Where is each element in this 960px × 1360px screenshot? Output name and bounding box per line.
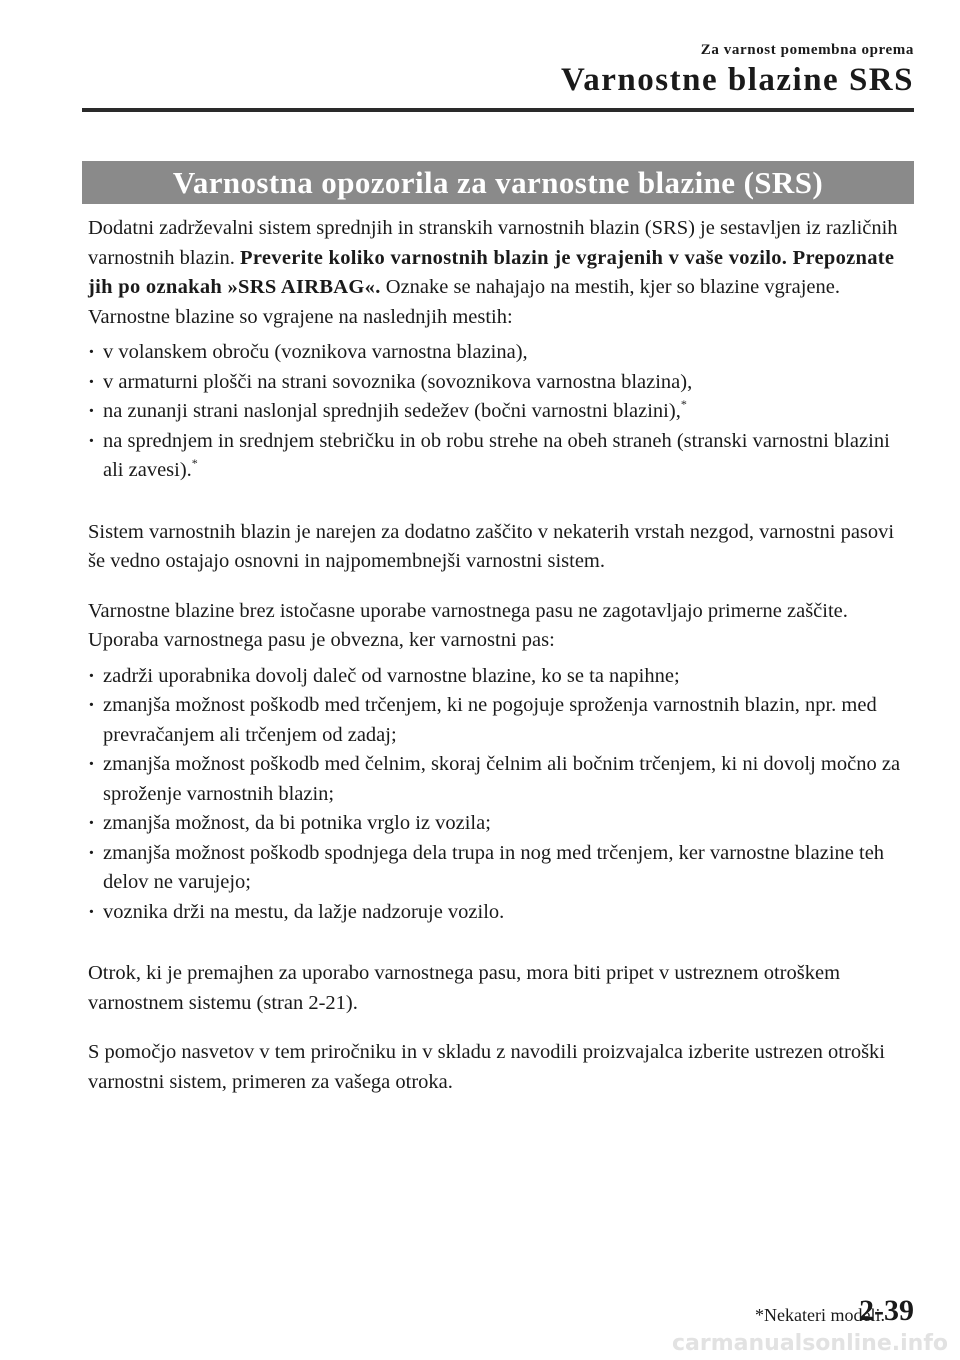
page-number: 2-39: [859, 1294, 914, 1327]
footnote: *Nekateri modeli.: [755, 1305, 885, 1325]
paragraph-child-restraint: Otrok, ki je premajhen za uporabo varnostnega pasu, mora biti pripet v ustreznem otroškem varnostnem sistemu (stran 2-21).: [88, 962, 841, 1014]
list-item: · na sprednjem in srednjem stebričku in ob robu strehe na obeh straneh (stranski varnostni blazini ali zavesi).*: [88, 427, 914, 486]
paragraph-choose-system: S pomočjo nasvetov v tem priročniku in v skladu z navodili proizvajalca izberite ustrezen otroški varnostni sistem, primeren za vašega otroka.: [88, 1041, 886, 1093]
locations-intro: Varnostne blazine so vgrajene na naslednjih mestih:: [88, 305, 513, 328]
intro-text-end: Oznake se nahajajo na mestih, kjer so blazine vgrajene.: [385, 276, 840, 298]
paragraph-supplementary: Sistem varnostnih blazin je narejen za dodatno zaščito v nekaterih vrstah nezgod, varnostni pasovi še vedno ostajajo osnovni in najpomembnejši varnostni sistem.: [88, 520, 895, 572]
footnote-mark: *: [191, 456, 198, 470]
section-title: Za varnost pomembna oprema: [700, 42, 914, 58]
list-item: · zadrži uporabnika dovolj daleč od varnostne blazine, ko se ta napihne;: [88, 662, 914, 692]
banner-title: Varnostna opozorila za varnostne blazine (SRS): [172, 164, 824, 200]
list-item: · zmanjša možnost poškodb med trčenjem, ki ne pogojuje sproženja varnostnih blazin, npr. med prevračanjem ali trčenjem od zadaj;: [88, 691, 914, 750]
list-item: · zmanjša možnost poškodb med čelnim, skoraj čelnim ali bočnim trčenjem, ki ni dovolj močno za sproženje varnostnih blazin;: [88, 750, 914, 809]
watermark: carmanualsonline.info: [672, 1331, 948, 1356]
list-item: · voznika drži na mestu, da lažje nadzoruje vozilo.: [88, 898, 914, 928]
list-item: · zmanjša možnost, da bi potnika vrglo iz vozila;: [88, 809, 914, 839]
intro-text: Dodatni zadrževalni sistem sprednjih in stranskih varnostnih blazin (SRS) je sestavljen iz različnih varnostnih blazin.: [88, 217, 898, 269]
paragraph-seatbelt: Varnostne blazine brez istočasne uporabe varnostnega pasu ne zagotavljajo primerne zaščite. Uporaba varnostnega pasu je obvezna, ker varnostni pas:: [88, 599, 848, 651]
intro-paragraph: [88, 214, 914, 303]
list-item: · v volanskem obroču (voznikova varnostna blazina),: [88, 338, 914, 368]
page-content: [88, 214, 914, 1097]
airbag-locations-list: [88, 338, 914, 486]
list-item: · zmanjša možnost poškodb spodnjega dela trupa in nog med trčenjem, ker varnostne blazine teh delov ne varujejo;: [88, 839, 914, 898]
chapter-title: Varnostne blazine SRS: [560, 62, 914, 98]
header-divider: [82, 108, 914, 112]
footnote-mark: *: [680, 397, 687, 411]
seatbelt-benefits-list: [88, 662, 914, 928]
intro-bold-text: Preverite koliko varnostnih blazin je vgrajenih v vaše vozilo. Prepoznate jih po oznakah »SRS AIRBAG«.: [88, 246, 895, 298]
list-item: · na zunanji strani naslonjal sprednjih sedežev (bočni varnostni blazini),*: [88, 397, 914, 427]
list-item: · v armaturni plošči na strani sovoznika (sovoznikova varnostna blazina),: [88, 368, 914, 398]
section-banner: [82, 161, 914, 204]
